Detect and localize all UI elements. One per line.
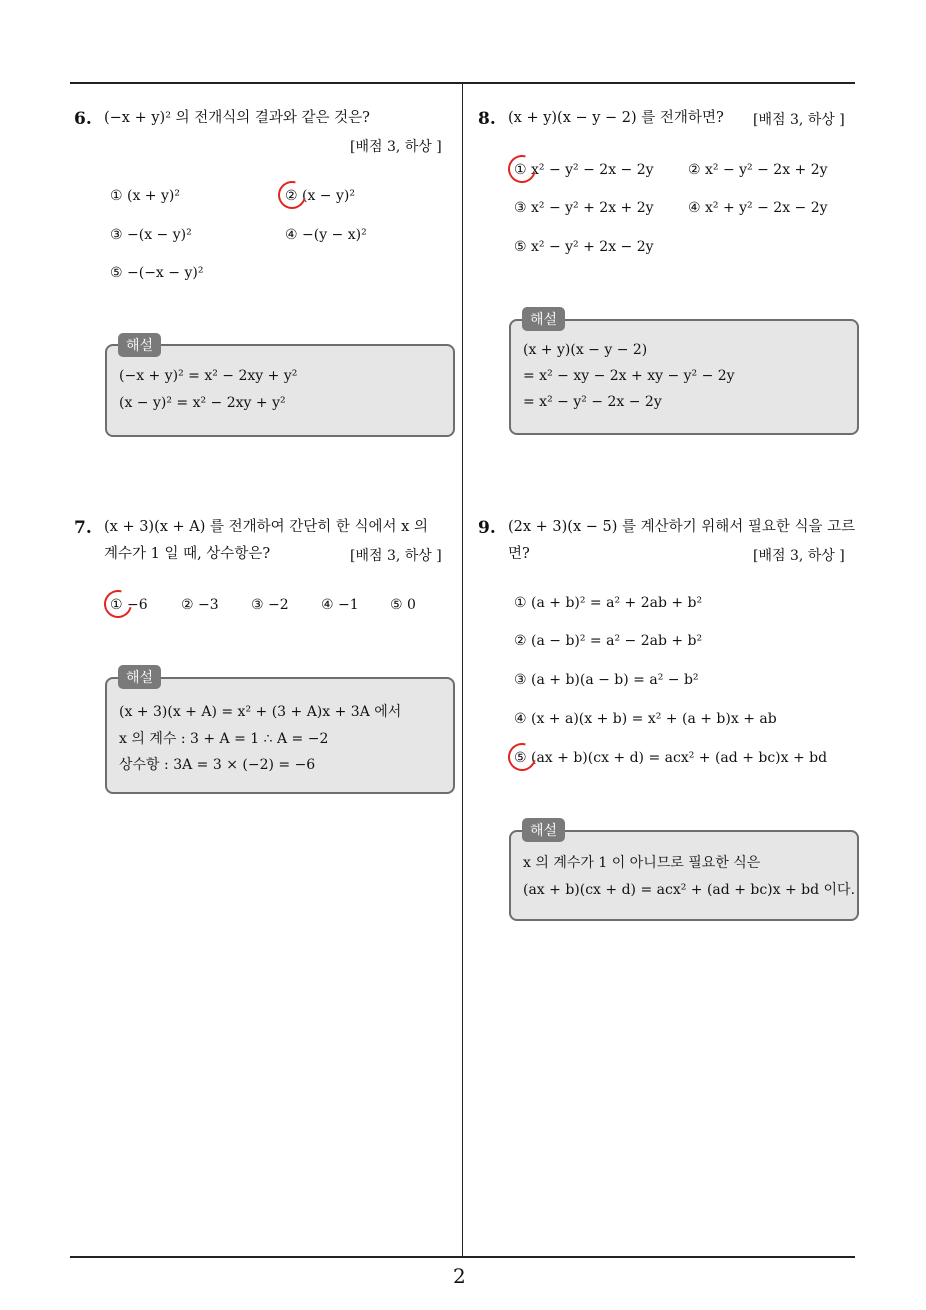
question-text-line1: (2x + 3)(x − 5) 를 계산하기 위해서 필요한 식을 고르 — [508, 519, 856, 535]
explanation-box — [509, 319, 859, 435]
answer-mark-circle — [503, 150, 541, 188]
explanation-line: = x² − y² − 2x − 2y — [523, 394, 662, 410]
choice-5[interactable]: ⑤ x² − y² + 2x − 2y — [514, 239, 654, 255]
choice-4[interactable]: ④ −1 — [321, 597, 359, 613]
explanation-line: (x − y)² = x² − 2xy + y² — [119, 395, 286, 411]
answer-mark-circle — [503, 738, 541, 776]
explanation-line: = x² − xy − 2x + xy − y² − 2y — [523, 368, 735, 384]
choice-5[interactable]: ⑤ −(−x − y)² — [110, 265, 204, 281]
explanation-line: x 의 계수 : 3 + A = 1 ∴ A = −2 — [119, 731, 329, 747]
explanation-tag: 해설 — [522, 818, 565, 842]
explanation-line: 상수항 : 3A = 3 × (−2) = −6 — [119, 757, 316, 773]
explanation-box — [105, 677, 455, 794]
choice-1[interactable]: ① x² − y² − 2x − 2y — [514, 162, 654, 178]
choice-2[interactable]: ② x² − y² − 2x + 2y — [688, 162, 828, 178]
question-text-line2: 계수가 1 일 때, 상수항은? — [104, 546, 271, 562]
explanation-box — [509, 830, 859, 921]
score-label: [배점 3, 하상 ] — [350, 548, 442, 564]
explanation-tag: 해설 — [118, 665, 161, 689]
score-label: [배점 3, 하상 ] — [350, 139, 442, 155]
column-divider — [462, 83, 463, 1258]
choice-4[interactable]: ④ (x + a)(x + b) = x² + (a + b)x + ab — [514, 711, 777, 727]
explanation-box — [105, 344, 455, 437]
choice-1[interactable]: ① −6 — [110, 597, 148, 613]
explanation-line: (x + y)(x − y − 2) — [523, 342, 648, 358]
choice-4[interactable]: ④ x² + y² − 2x − 2y — [688, 200, 828, 216]
choice-1[interactable]: ① (x + y)² — [110, 188, 180, 204]
choice-4[interactable]: ④ −(y − x)² — [285, 227, 367, 243]
explanation-line: x 의 계수가 1 이 아니므로 필요한 식은 — [523, 855, 761, 871]
choice-3[interactable]: ③ −(x − y)² — [110, 227, 192, 243]
choice-3[interactable]: ③ −2 — [251, 597, 289, 613]
explanation-line: (x + 3)(x + A) = x² + (3 + A)x + 3A 에서 — [119, 704, 402, 720]
choice-2[interactable]: ② (a − b)² = a² − 2ab + b² — [514, 633, 703, 649]
question-number: 7. — [74, 518, 92, 538]
choice-2[interactable]: ② (x − y)² — [285, 188, 355, 204]
score-label: [배점 3, 하상 ] — [753, 112, 845, 128]
question-text: (−x + y)² 의 전개식의 결과와 같은 것은? — [104, 110, 370, 126]
page-number: 2 — [453, 1264, 466, 1288]
explanation-line: (−x + y)² = x² − 2xy + y² — [119, 368, 298, 384]
question-text: (x + y)(x − y − 2) 를 전개하면? — [508, 110, 724, 126]
choice-1[interactable]: ① (a + b)² = a² + 2ab + b² — [514, 595, 703, 611]
answer-mark-circle — [99, 585, 137, 623]
answer-mark-circle — [273, 176, 311, 214]
choice-3[interactable]: ③ x² − y² + 2x + 2y — [514, 200, 654, 216]
question-text-line2: 면? — [508, 546, 530, 562]
choice-2[interactable]: ② −3 — [181, 597, 219, 613]
explanation-line: (ax + b)(cx + d) = acx² + (ad + bc)x + bd 이다. — [523, 882, 856, 898]
question-number: 6. — [74, 109, 92, 129]
choice-3[interactable]: ③ (a + b)(a − b) = a² − b² — [514, 672, 699, 688]
choice-5[interactable]: ⑤ 0 — [390, 597, 416, 613]
choice-5[interactable]: ⑤ (ax + b)(cx + d) = acx² + (ad + bc)x + bd — [514, 750, 828, 766]
question-number: 9. — [478, 518, 496, 538]
question-number: 8. — [478, 109, 496, 129]
question-text-line1: (x + 3)(x + A) 를 전개하여 간단히 한 식에서 x 의 — [104, 519, 428, 535]
explanation-tag: 해설 — [522, 307, 565, 331]
score-label: [배점 3, 하상 ] — [753, 548, 845, 564]
explanation-tag: 해설 — [118, 333, 161, 357]
